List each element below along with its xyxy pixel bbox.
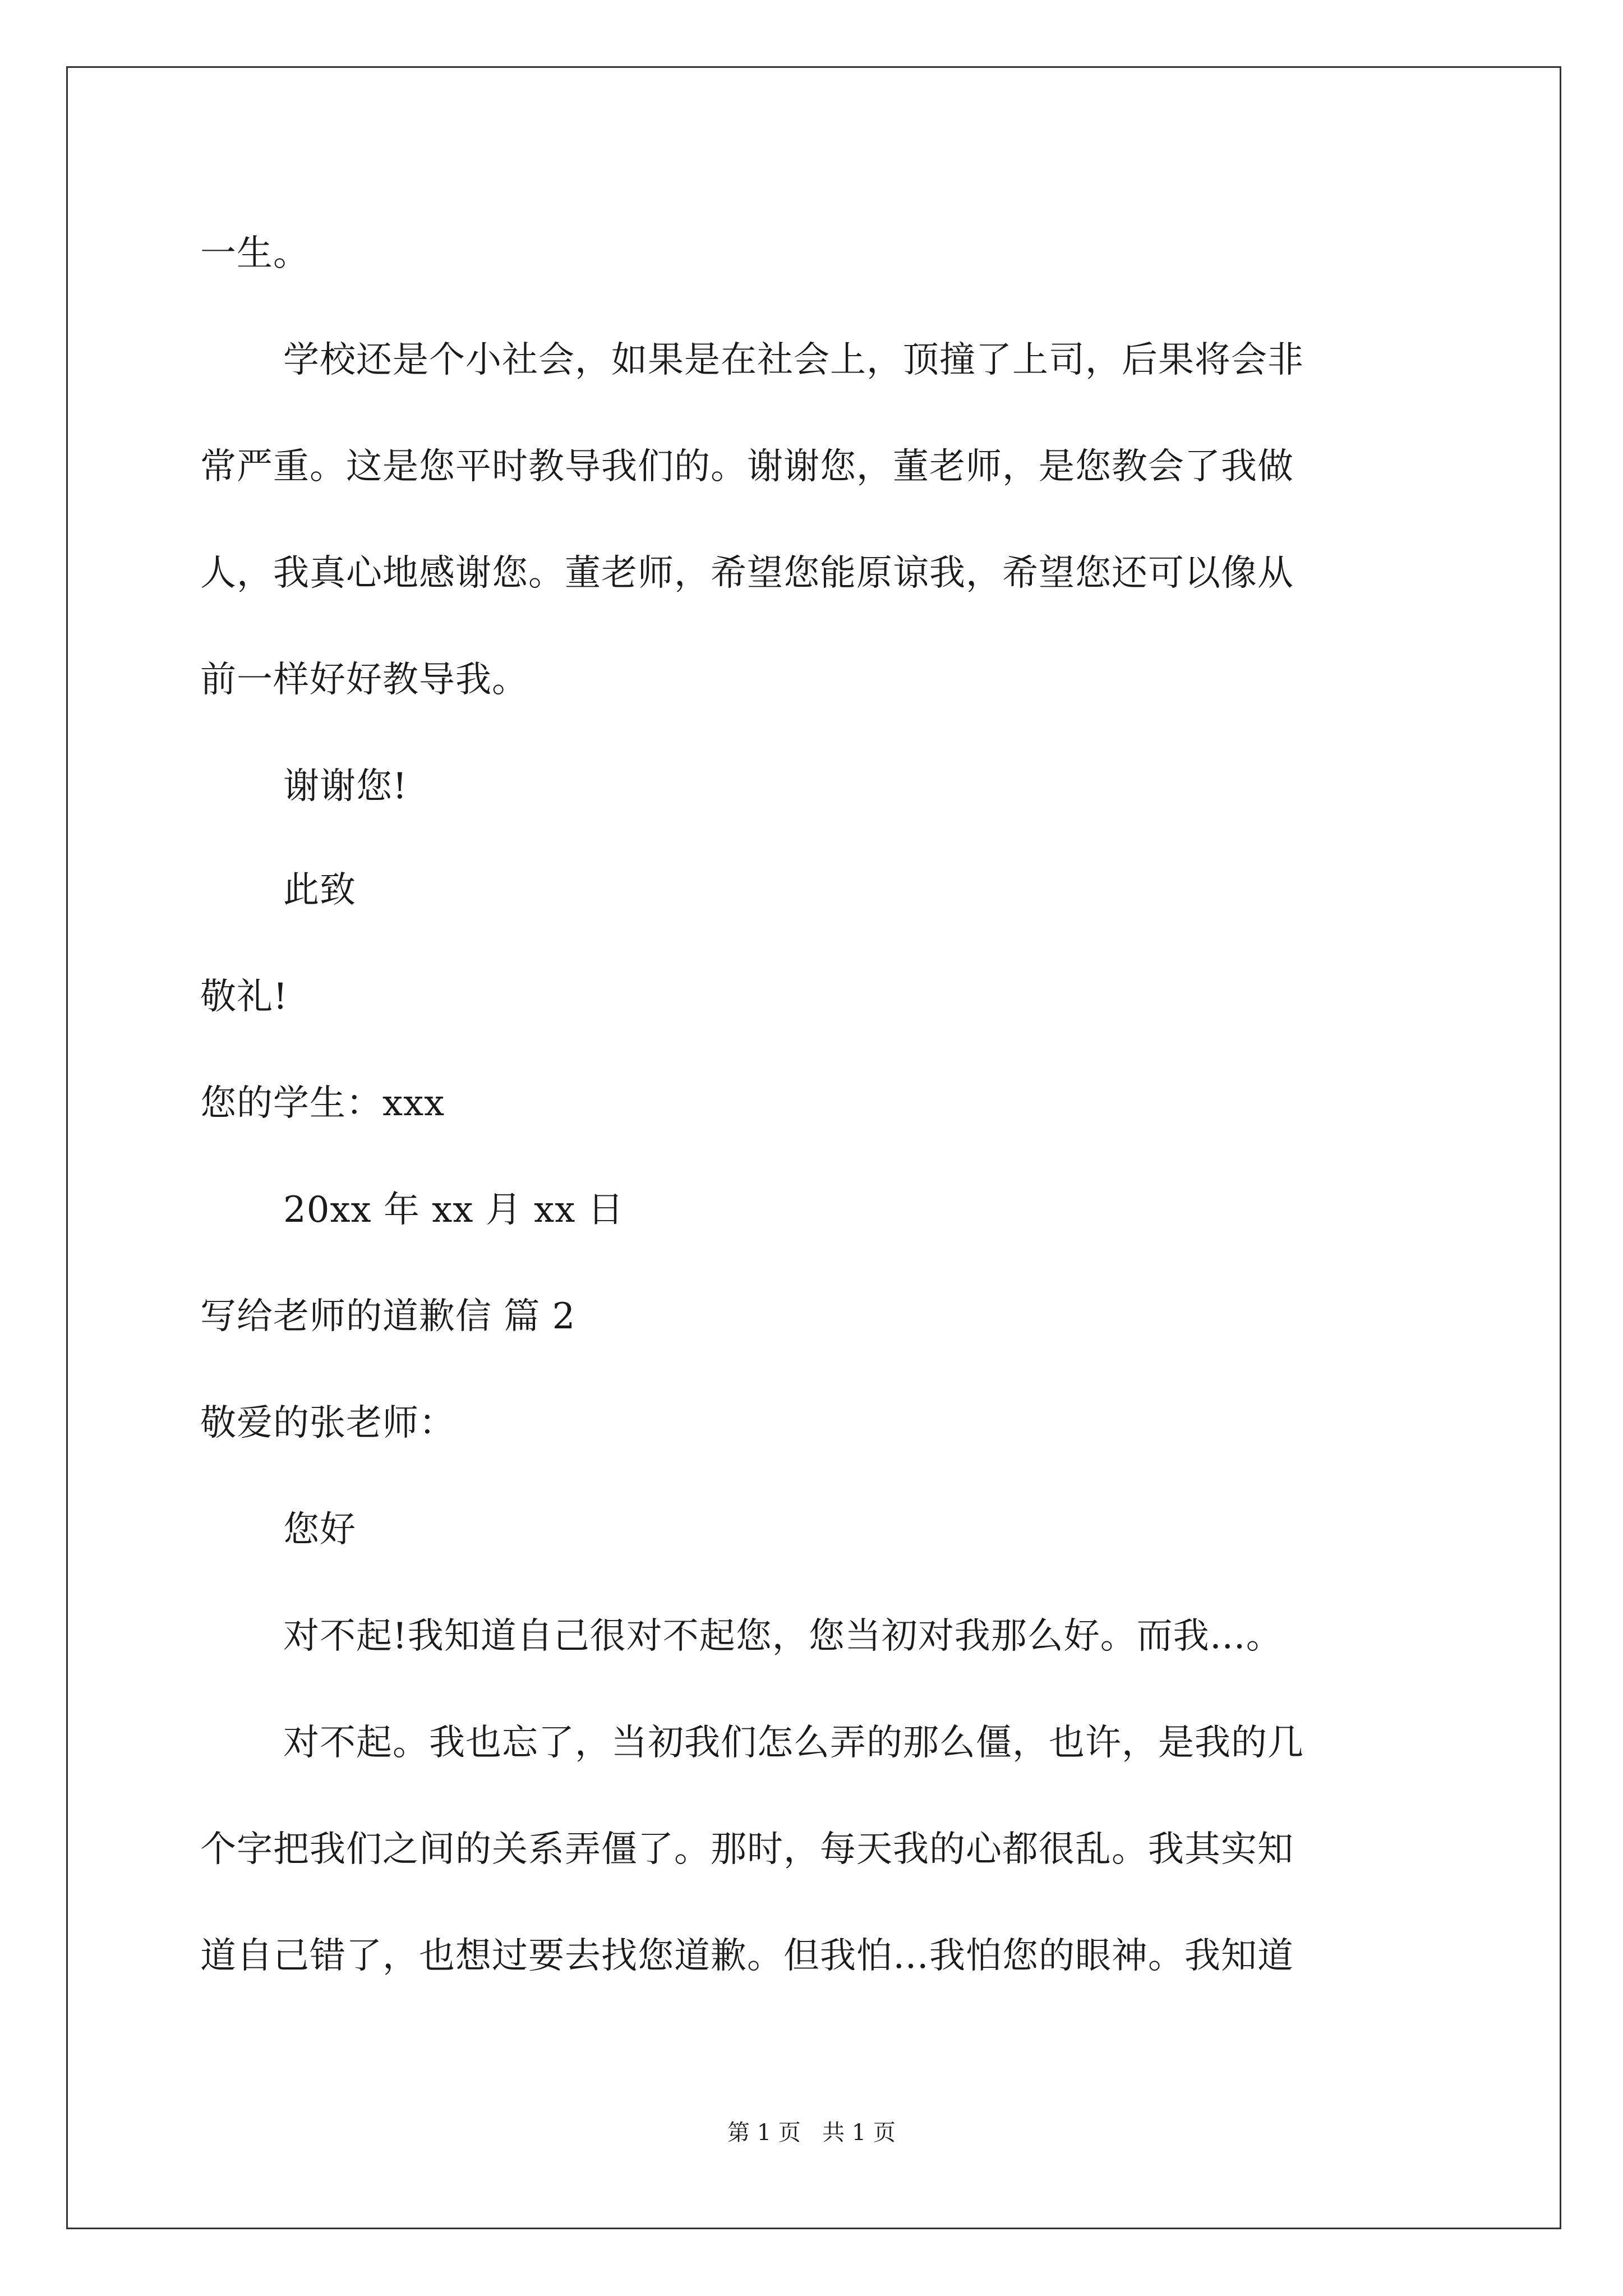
text-line-14: 对不起!我知道自己很对不起您，您当初对我那么好。而我…。 [283, 1616, 1283, 1657]
text-line-13: 您好 [283, 1509, 356, 1550]
text-line-17: 道自己错了，也想过要去找您道歉。但我怕…我怕您的眼神。我知道 [200, 1935, 1294, 1977]
text-line-6: 谢谢您! [283, 766, 408, 807]
text-line-9: 您的学生：xxx [200, 1083, 445, 1124]
text-line-3: 常严重。这是您平时教导我们的。谢谢您，董老师，是您教会了我做 [200, 446, 1294, 487]
text-line-15: 对不起。我也忘了，当初我们怎么弄的那么僵，也许，是我的几 [283, 1722, 1304, 1764]
text-line-7: 此致 [283, 869, 356, 911]
section-heading: 写给老师的道歉信 篇 2 [200, 1296, 576, 1337]
text-line-8: 敬礼! [200, 976, 288, 1018]
text-line-12: 敬爱的张老师： [200, 1402, 455, 1444]
text-line-10: 20xx 年 xx 月 xx 日 [283, 1189, 624, 1231]
text-line-1: 一生。 [200, 233, 310, 274]
text-line-16: 个字把我们之间的关系弄僵了。那时，每天我的心都很乱。我其实知 [200, 1829, 1294, 1870]
page-border [66, 66, 1561, 2229]
text-line-5: 前一样好好教导我。 [200, 659, 528, 701]
text-line-4: 人，我真心地感谢您。董老师，希望您能原谅我，希望您还可以像从 [200, 553, 1294, 594]
text-line-2: 学校还是个小社会，如果是在社会上，顶撞了上司，后果将会非 [283, 339, 1304, 381]
page-footer: 第 1 页 共 1 页 [727, 2120, 896, 2146]
